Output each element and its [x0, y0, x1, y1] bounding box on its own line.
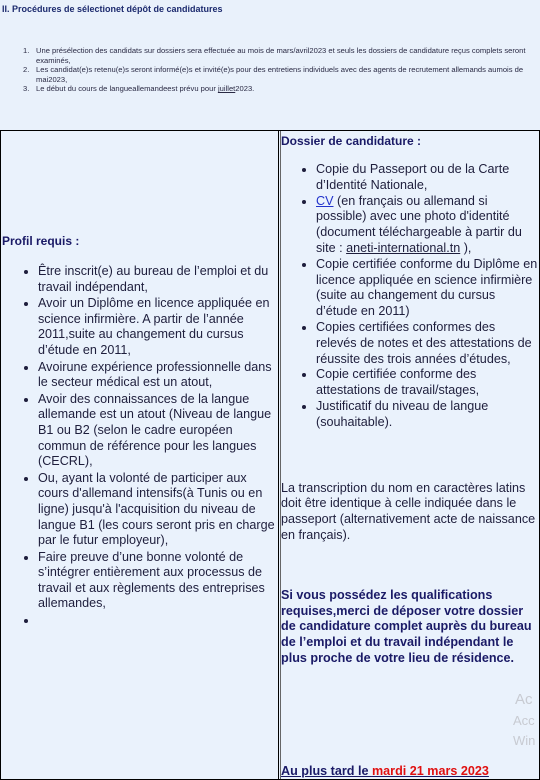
- profile-item: • Avoir un Diplôme en licence appliquée en science infirmière. A partir de l’année 2011,suite au changement du cursus d’étude en 2011,: [38, 296, 278, 358]
- profile-column: [2, 234, 278, 630]
- dossier-column: [281, 134, 539, 667]
- column-divider: [278, 131, 279, 779]
- dossier-item: • Justificatif du niveau de langue (souhaitable).: [316, 399, 539, 431]
- aneti-site-link[interactable]: aneti-international.tn: [346, 240, 461, 255]
- profile-item: • Être inscrit(e) au bureau de l’emploi et du travail indépendant,: [38, 264, 278, 295]
- requirements-table: [0, 130, 540, 780]
- procedure-step-text: Les candidat(e)s retenu(e)s seront informé(e)s et invité(e)s pour des entretiens individuels avec des agents de recrutement allemands aumois de mai2023,: [36, 65, 524, 84]
- dossier-title: Dossier de candidature :: [281, 134, 422, 148]
- application-instruction: Si vous possédez les qualifications requises,merci de déposer votre dossier de candidature complet auprès du bureau de l’emploi et du travail indépendant le plus proche de votre lieu de résidence.: [281, 587, 532, 665]
- dossier-item: • Copie certifiée conforme du Diplôme en licence appliquée en science infirmière (suite au changement du cursus d’étude en 2011): [316, 257, 539, 320]
- transcription-note: La transcription du nom en caractères latins doit être identique à celle indiquée dans le passeport (alternativement acte de naissance en français).: [281, 480, 536, 542]
- dossier-item-cv: • CV (en français ou allemand si possible) avec une photo d'identité (document téléchargeable à partir du site : aneti-international.tn ),: [316, 194, 539, 257]
- dossier-item: • Copies certifiées conformes des relevés de notes et des attestations de réussite des trois années d’études,: [316, 320, 539, 367]
- section-heading: II. Procédures de sélectionet dépôt de candidatures: [2, 4, 223, 14]
- procedure-step: 1. Une présélection des candidats sur dossiers sera effectuée au mois de mars/avril2023 et seuls les dossiers de candidature reçus complets seront examinés,: [23, 46, 526, 65]
- watermark-text: Ac: [515, 691, 533, 708]
- dossier-item: • Copie du Passeport ou de la Carte d’Identité Nationale,: [316, 162, 539, 194]
- profile-item: • Avoir des connaissances de la langue allemande est un atout (Niveau de langue B1 ou B2 (selon le cadre européen commun de référence pour les langues (CECRL),: [38, 392, 278, 470]
- dossier-item: • Copie certifiée conforme des attestations de travail/stages,: [316, 367, 539, 399]
- juillet-link[interactable]: juillet: [217, 84, 236, 94]
- procedure-steps: [23, 46, 531, 94]
- profile-item: • Faire preuve d’une bonne volonté de s’intégrer entièrement aux processus de travail et aux règlements des entreprises allemandes,: [38, 550, 278, 612]
- procedure-step-text: Une présélection des candidats sur dossiers sera effectuée au mois de mars/avril2023 et seuls les dossiers de candidature reçus complets seront examinés,: [36, 46, 526, 65]
- deadline-date: mardi 21 mars 2023: [371, 764, 489, 778]
- profile-list: [2, 264, 278, 629]
- watermark-text: Win: [513, 733, 536, 748]
- profile-title: Profil requis :: [2, 234, 80, 248]
- procedure-step: 3. Le début du cours de langueallemandeest prévu pour juillet2023.: [23, 84, 255, 94]
- profile-item: • Avoirune expérience professionnelle dans le secteur médical est un atout,: [38, 360, 278, 391]
- deadline: Au plus tard le mardi 21 mars 2023: [281, 764, 489, 778]
- profile-item-empty: [38, 613, 278, 629]
- dossier-list: [281, 162, 539, 431]
- watermark-text: Acc: [513, 713, 535, 728]
- procedure-step: 2. Les candidat(e)s retenu(e)s seront informé(e)s et invité(e)s pour des entretiens individuels avec des agents de recrutement allemands aumois de mai2023,: [23, 65, 524, 84]
- profile-item: • Ou, ayant la volonté de participer aux cours d'allemand intensifs(à Tunis ou en ligne) jusqu'à l'acquisition du niveau de langue B1 (les cours seront pris en charge par le futur employeur),: [38, 471, 278, 549]
- cv-link[interactable]: CV: [316, 193, 334, 208]
